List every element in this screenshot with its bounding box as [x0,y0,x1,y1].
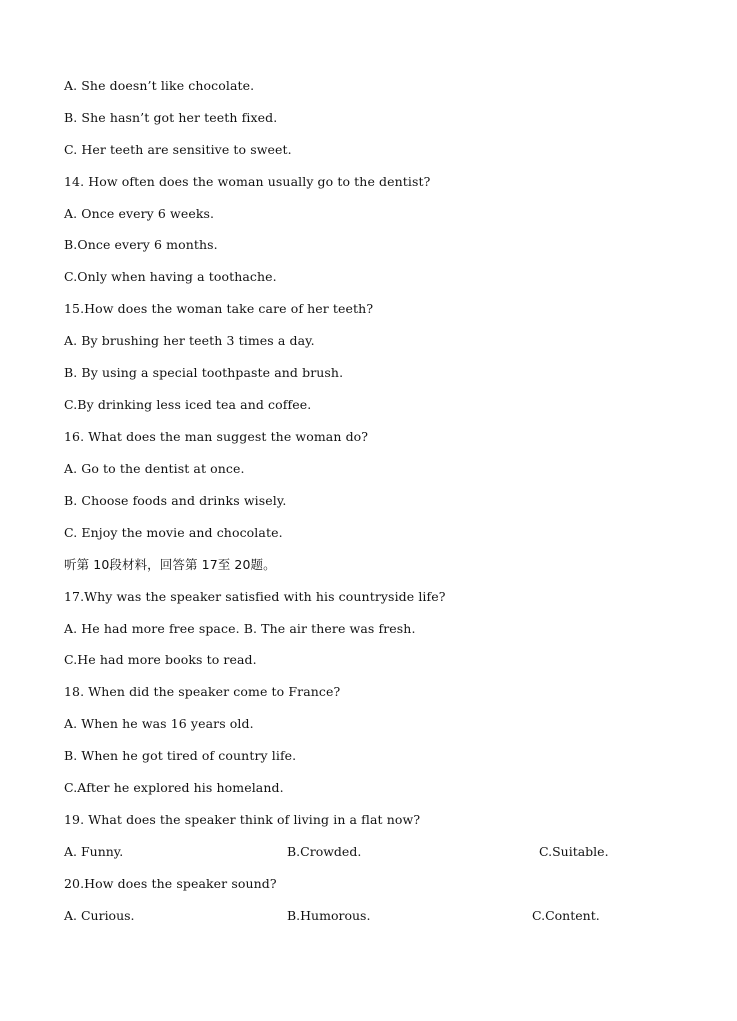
q19-option-c: C.Suitable. [539,844,609,859]
q16-stem: 16. What does the man suggest the woman do? [64,429,369,444]
q13-option-b: B. She hasn’t got her teeth fixed. [64,110,278,125]
q19-option-a: A. Funny. [64,844,124,859]
q17-options-ab: A. He had more free space. B. The air there was fresh. [64,621,416,636]
q20-option-b: B.Humorous. [287,908,371,923]
q14-stem: 14. How often does the woman usually go to the dentist? [64,174,431,189]
q18-option-a: A. When he was 16 years old. [64,716,254,731]
q19-option-b: B.Crowded. [287,844,362,859]
q15-option-c: C.By drinking less iced tea and coffee. [64,397,312,412]
q13-option-c: C. Her teeth are sensitive to sweet. [64,142,292,157]
q16-option-c: C. Enjoy the movie and chocolate. [64,525,283,540]
q14-option-a: A. Once every 6 weeks. [64,206,215,221]
q20-stem: 20.How does the speaker sound? [64,876,277,891]
q13-option-a: A. She doesn’t like chocolate. [64,78,255,93]
q17-stem: 17.Why was the speaker satisfied with his countryside life? [64,589,446,604]
q16-option-a: A. Go to the dentist at once. [64,461,245,476]
q19-stem: 19. What does the speaker think of living in a flat now? [64,812,421,827]
q14-option-b: B.Once every 6 months. [64,237,218,252]
q18-option-c: C.After he explored his homeland. [64,780,284,795]
q15-option-b: B. By using a special toothpaste and brush. [64,365,344,380]
q14-option-c: C.Only when having a toothache. [64,269,277,284]
q17-option-c: C.He had more books to read. [64,652,257,667]
q20-option-a: A. Curious. [64,908,135,923]
section-instruction: 听第 10段材料，回答第 17至 20题。 [64,557,276,572]
q18-option-b: B. When he got tired of country life. [64,748,297,763]
q16-option-b: B. Choose foods and drinks wisely. [64,493,287,508]
q20-option-c: C.Content. [532,908,600,923]
q15-stem: 15.How does the woman take care of her teeth? [64,301,374,316]
q18-stem: 18. When did the speaker come to France? [64,684,341,699]
q15-option-a: A. By brushing her teeth 3 times a day. [64,333,315,348]
